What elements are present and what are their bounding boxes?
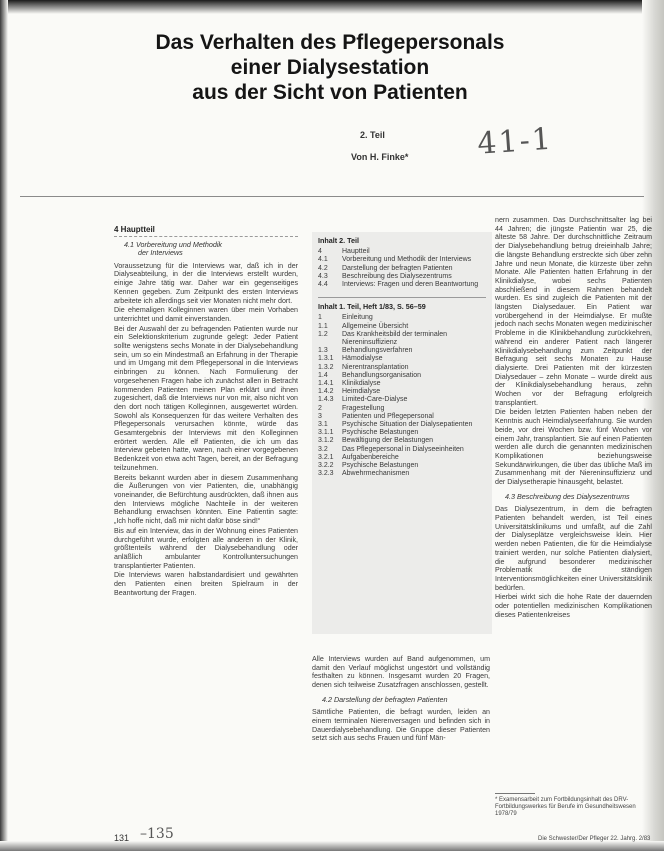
toc-entry xyxy=(312,323,492,331)
toc-entry xyxy=(312,273,492,281)
scan-shadow-left xyxy=(0,0,8,851)
toc-entry xyxy=(312,248,492,256)
paragraph: Die Interviews waren halbstandardisiert und gewährten den Patienten einen breiten Spielraum in der Beantwortung der Fragen. xyxy=(114,571,298,597)
toc-entry-title: Interviews: Fragen und deren Beantwortung xyxy=(342,281,479,289)
journal-reference: Die Schwester/Der Pfleger 22. Jahrg. 2/83 xyxy=(538,836,651,842)
paragraph: Alle Interviews wurden auf Band aufgenommen, um damit den Verlauf möglichst ungestört und vollständig festhalten zu können. Insgesamt wurden 20 Fragen, denen sich teilweise Zusatzfragen anschlossen, gestellt. xyxy=(312,655,490,690)
toc-entry-number: 1.4.3 xyxy=(318,396,334,404)
toc-entry-title: Bewältigung der Belastungen xyxy=(342,437,434,445)
toc-entry-title: Hämodialyse xyxy=(342,355,383,363)
toc-entry xyxy=(312,470,492,478)
title-line-2: einer Dialysestation xyxy=(230,56,430,79)
toc-entry-title: Allgemeine Übersicht xyxy=(342,322,409,330)
toc-entry-number: 4.3 xyxy=(318,272,328,280)
toc-entry-number: 1.4.1 xyxy=(318,380,334,388)
subheading-4-2: 4.2 Darstellung der befragten Patienten xyxy=(322,694,448,704)
paragraph: Die beiden letzten Patienten haben neben der Kenntnis auch Heimdialyseerfahrung. Sie wurden beide, vor drei Wochen bzw. fünf Wochen vor einem Jahr, transplantiert. Sie auf einen Patienten werden alle durch die genannten medizinischen Komplikationen beziehungsweise Sekundärwirkungen, die über das übliche Maß im Zusammenhang mit der Niereninsuffizienz und der Dialysetherapie hinausgeht, belastet. xyxy=(495,408,652,487)
toc-entry xyxy=(312,454,492,462)
subheading-4-3: 4.3 Beschreibung des Dialysezentrums xyxy=(505,491,630,501)
toc-entry-title: Abwehrmechanismen xyxy=(342,470,410,478)
paragraph: Sämtliche Patienten, die befragt wurden, leiden an einem terminalen Nierenversagen und befinden sich in Dauerdialysebehandlung. Die Gruppe dieser Patienten setzt sich aus sechs Frauen und fünf Män- xyxy=(312,708,490,743)
paragraph: Das Dialysezentrum, in dem die befragten Patienten behandelt werden, ist Teil eines Universitätsklinikums und umfaßt, auf die Zahl der Dialyseplätze vergleichsweise klein. Hier werden neben Patienten, die für die Heimdialyse trainiert werden, nur solche Patienten dialysiert, die aufgrund besonderer medizinischer Problematik die ständigen Interventionsmöglichkeiten einer Universitätsklinik bedürfen. xyxy=(495,505,652,592)
column-left xyxy=(114,226,298,598)
toc-entry-title: Psychische Situation der Dialysepatienten xyxy=(342,421,473,429)
toc-entry-title: Psychische Belastungen xyxy=(342,462,419,470)
toc-entry-title: Vorbereitung und Methodik der Interviews xyxy=(342,256,472,264)
toc-entry-number: 4 xyxy=(318,248,322,256)
toc-entry-title: Beschreibung des Dialysezentrums xyxy=(342,272,452,280)
footnote-rule xyxy=(495,793,535,794)
title-divider xyxy=(20,196,644,197)
scan-shadow-bottom xyxy=(0,841,664,851)
handwritten-note: 41-1 xyxy=(476,121,554,162)
toc-entry-number: 3.2.1 xyxy=(318,453,334,461)
toc-entry xyxy=(312,347,492,355)
section-rule xyxy=(114,236,298,237)
toc-entry-number: 1.4 xyxy=(318,371,328,379)
toc-entry-title: Nierentransplantation xyxy=(342,363,409,371)
toc-entry xyxy=(312,331,492,347)
subheading-4-1-line-1: 4.1 Vorbereitung und Methodik xyxy=(124,239,223,249)
toc-entry-title: Darstellung der befragten Patienten xyxy=(342,264,453,272)
toc-entry xyxy=(312,281,492,289)
toc-entry xyxy=(312,446,492,454)
toc-entry-number: 3.2.3 xyxy=(318,470,334,478)
toc-entry xyxy=(312,429,492,437)
paragraph: Voraussetzung für die Interviews war, daß ich in der Dialyseabteilung, in der die Interviews erstellt wurden, einige Jahre tätig war. Daher war ein gegenseitiges Kennen gegeben. Zum Zeitpunkt des ersten Interviews arbeitete ich allerdings seit vier Monaten nicht mehr dort. xyxy=(114,261,298,305)
toc-entry-number: 1.4.2 xyxy=(318,388,334,396)
paragraph: Bis auf ein Interview, das in der Wohnung eines Patienten durchgeführt wurde, erfolgten alle anderen in der Klinik, größtenteils während der Dialysebehandlung oder anläßlich ambulanter Kontrolluntersuchungen transplantierter Patienten. xyxy=(114,526,298,570)
toc-entry-number: 2 xyxy=(318,404,322,412)
toc-entry-title: Psychische Belastungen xyxy=(342,429,419,437)
toc-entry xyxy=(312,388,492,396)
table-of-contents xyxy=(312,232,492,634)
toc-entry-number: 1.3.1 xyxy=(318,355,334,363)
article-part: 2. Teil xyxy=(360,130,385,140)
footnote: * Examensarbeit zum Fortbildungsinhalt des DRV-Fortbildungswerkes für Berufe im Gesundheitswesen 1978/79 xyxy=(495,797,636,817)
toc-entry xyxy=(312,462,492,470)
toc-entry-number: 3.1 xyxy=(318,421,328,429)
paragraph: Bei der Auswahl der zu befragenden Patienten wurde nur ein Selektionskriterium zugrunde gelegt: Jeder Patient sollte wenigstens sechs Monate in der Dialysebehandlung sein, um so ein Mindestmaß an Erfahrung in der Therapie und im Umgang mit dem Pflegepersonal in die Interviews einbringen zu können. Nach Formulierung der vorgesehenen Fragen habe ich zunächst allen in Betracht kommenden Patienten meinen Plan erklärt und ihnen zugesichert, daß die Interviews nur von mir, also nicht von den dort noch tätigen Kolleginnen, ausgewertet würden. Sowohl als Konsequenzen für das weitere Verhalten des Pflegepersonals verursachen könnte, würde das Gesamtergebnis der Interviews mit den Kolleginnen erörtert werden. Alle elf Patienten, die ich um das Interview gebeten hatte, waren, nach einer vorgegebenen Bedenkzeit von etwa acht Tagen, bereit, an der Befragung teilzunehmen. xyxy=(114,324,298,472)
toc-entry-number: 4.2 xyxy=(318,264,328,272)
toc-entry-title: Patienten und Pflegepersonal xyxy=(342,412,434,420)
paragraph: nern zusammen. Das Durchschnittsalter lag bei 44 Jahren; die jüngste Patientin war 25, die älteste 58 Jahre. Der durchschnittliche Zeitraum der Dialysebehandlung betrug dreieinhalb Jahre; die längste Behandlung erstreckte sich über zehn Jahre und neun Monate, die kürzeste über zehn Monate. Alle Patienten hatten Erfahrung in der Klinikdialyse, wobei sechs Patienten abschließend in diesem Rahmen behandelt wurden. Es sind zugleich die Patienten mit der längsten Dialysedauer. Ein Patient war vorübergehend in der Heimdialyse. Er mußte jedoch nach sechs Monaten wegen medizinischer Probleme in die Klinikbehandlung zurückkehren, während ein anderer Patient nach längerer Klinikdialysebehandlung zum Zeitpunkt der Befragung seit sechs Monaten zu Hause dialysierte. Drei Patienten mit der kürzesten Dialysedauer – zehn Monate – wurde direkt aus der Klinikdialysebehandlung heraus, zehn Wochen vor der Befragung erfolgreich transplantiert. xyxy=(495,216,652,407)
section-heading: 4 Hauptteil xyxy=(114,225,155,234)
toc-entry-number: 3.2.2 xyxy=(318,462,334,470)
toc-divider xyxy=(318,297,486,298)
toc-entry-number: 1.3.2 xyxy=(318,363,334,371)
toc-entry xyxy=(312,355,492,363)
toc-entry-title: Aufgabenbereiche xyxy=(342,453,399,461)
article-author: Von H. Finke* xyxy=(351,152,409,162)
toc-entry-number: 4.4 xyxy=(318,281,328,289)
toc-entry-title: Behandlungsorganisation xyxy=(342,371,422,379)
toc-entry xyxy=(312,413,492,421)
toc-entry xyxy=(312,372,492,380)
toc-entry-title: Heimdialyse xyxy=(342,388,381,396)
toc-entry xyxy=(312,265,492,273)
toc-entry-number: 1 xyxy=(318,314,322,322)
toc-current-list xyxy=(312,248,492,289)
toc-entry-number: 3.2 xyxy=(318,445,328,453)
page-number: 131 xyxy=(114,833,130,843)
subheading-4-1 xyxy=(124,241,298,258)
toc-heading-current: Inhalt 2. Teil xyxy=(318,236,360,245)
toc-entry-number: 3 xyxy=(318,412,322,420)
toc-entry-title: Fragestellung xyxy=(342,404,385,412)
toc-entry xyxy=(312,421,492,429)
toc-entry-number: 3.1.2 xyxy=(318,437,334,445)
toc-entry-title: Behandlungsverfahren xyxy=(342,347,413,355)
toc-entry-number: 3.1.1 xyxy=(318,429,334,437)
toc-entry-number: 1.3 xyxy=(318,347,328,355)
toc-previous-list xyxy=(312,314,492,478)
article-title xyxy=(130,30,530,105)
toc-entry-title: Einleitung xyxy=(342,314,373,322)
subheading-4-1-line-2: der Interviews xyxy=(138,248,183,258)
column-middle xyxy=(312,655,490,744)
paragraph: Bereits bekannt wurden aber in diesem Zusammenhang die Äußerungen von vier Patienten, die, unabhängig voneinander, die Befürchtung ausdrückten, daß ihnen aus den Interviews mögliche Nachteile in der weiteren Behandlung erwachsen könnten. Eine Patientin sagte: „Ich hoffe nicht, daß mir nicht dafür böse sind!“ xyxy=(114,473,298,526)
title-line-3: aus der Sicht von Patienten xyxy=(192,81,468,104)
paragraph: Hierbei wirkt sich die hohe Rate der dauernden oder potentiellen medizinischen Komplikationen dieses Patientenkreises xyxy=(495,593,652,619)
toc-entry-number: 1.2 xyxy=(318,330,328,338)
toc-entry-title: Das Krankheitsbild der terminalen Niereninsuffizienz xyxy=(342,330,448,347)
toc-entry xyxy=(312,405,492,413)
toc-entry xyxy=(312,364,492,372)
scan-shadow-top xyxy=(0,0,664,14)
toc-entry xyxy=(312,380,492,388)
paragraph: Die ehemaligen Kolleginnen waren über mein Vorhaben unterrichtet und damit einverstanden. xyxy=(114,306,298,323)
toc-heading-previous: Inhalt 1. Teil, Heft 1/83, S. 56–59 xyxy=(318,302,426,312)
toc-entry-number: 1.1 xyxy=(318,322,328,330)
toc-entry-title: Das Pflegepersonal in Dialyseeinheiten xyxy=(342,445,464,453)
toc-entry xyxy=(312,396,492,404)
toc-entry-title: Limited-Care-Dialyse xyxy=(342,396,408,404)
column-right xyxy=(495,216,652,620)
toc-entry xyxy=(312,314,492,322)
handwritten-page-number: –135 xyxy=(140,826,174,842)
toc-entry-number: 4.1 xyxy=(318,256,328,264)
toc-entry xyxy=(312,437,492,445)
toc-entry-title: Klinikdialyse xyxy=(342,380,381,388)
toc-entry-title: Hauptteil xyxy=(342,248,370,256)
toc-entry xyxy=(312,256,492,264)
title-line-1: Das Verhalten des Pflegepersonals xyxy=(155,31,505,54)
